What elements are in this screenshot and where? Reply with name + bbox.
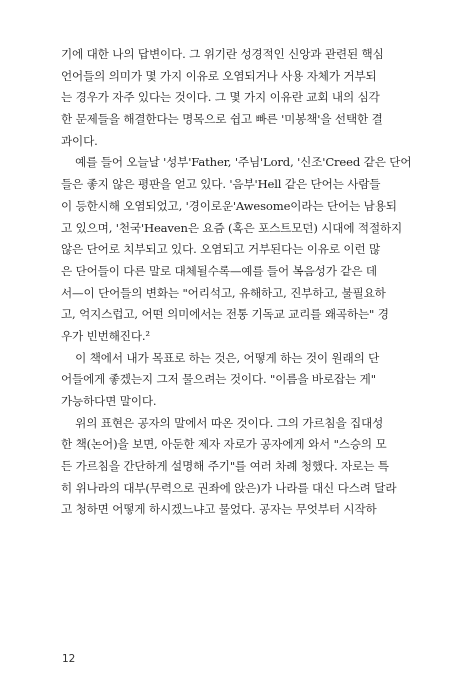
text-line: 위의 표현은 공자의 말에서 따온 것이다. 그의 가르침을 집대성 xyxy=(61,415,384,430)
text-line: 고 있으며, '천국'Heaven은 요즘 (혹은 포스트모던) 시대에 적절하지 xyxy=(61,220,403,235)
text-line: 고, 억지스럽고, 어떤 의미에서는 전통 기독교 교리를 왜곡하는" 경 xyxy=(61,307,389,322)
text-line: 한 문제들을 해결한다는 명목으로 쉽고 빠른 '미봉책'을 선택한 결 xyxy=(61,112,383,127)
body-text xyxy=(61,44,416,521)
text-line: 고 청하면 어떻게 하시겠느냐고 물었다. 공자는 무엇부터 시작하 xyxy=(61,502,377,517)
text-line: 히 위나라의 대부(무력으로 권좌에 앉은)가 나라를 대신 다스려 달라 xyxy=(61,480,397,495)
text-line: 든 가르침을 간단하게 설명해 주기"를 여러 차례 청했다. 자로는 특 xyxy=(61,459,389,474)
text-line: 이 책에서 내가 목표로 하는 것은, 어떻게 하는 것이 원래의 단 xyxy=(61,350,380,365)
text-line: 들은 좋지 않은 평판을 얻고 있다. '음부'Hell 같은 단어는 사람들 xyxy=(61,177,381,192)
text-line: 는 경우가 자주 있다는 것이다. 그 몇 가지 이유란 교회 내의 심각 xyxy=(61,90,380,105)
text-line: 예를 들어 오늘날 '성부'Father, '주님'Lord, '신조'Creed 같은 단어 xyxy=(61,155,412,170)
text-line: 서—이 단어들의 변화는 "어리석고, 유해하고, 진부하고, 불필요하 xyxy=(61,285,386,300)
page-number: 12 xyxy=(62,653,76,665)
text-line: 한 책(논어)을 보면, 아둔한 제자 자로가 공자에게 와서 "스승의 모 xyxy=(61,437,387,452)
text-line: 기에 대한 나의 답변이다. 그 위기란 성경적인 신앙과 관련된 핵심 xyxy=(61,47,384,61)
text-line: 우가 빈번해진다.² xyxy=(61,328,150,343)
text-line: 않은 단어로 치부되고 있다. 오염되고 거부된다는 이유로 이런 많 xyxy=(61,242,381,257)
text-line: 가능하다면 말이다. xyxy=(61,394,157,408)
text-line: 언어들의 의미가 몇 가지 이유로 오염되거나 사용 자체가 거부되 xyxy=(61,68,377,83)
text-line: 어들에게 좋겠는지 그저 물으려는 것이다. "이름을 바로잡는 게" xyxy=(61,372,376,387)
text-line: 이 등한시해 오염되었고, '경이로운'Awesome이라는 단어는 남용되 xyxy=(61,198,397,213)
text-line: 과이다. xyxy=(61,133,98,148)
text-line: 은 단어들이 다른 말로 대체될수록—예를 들어 복음성가 같은 데 xyxy=(61,263,377,278)
